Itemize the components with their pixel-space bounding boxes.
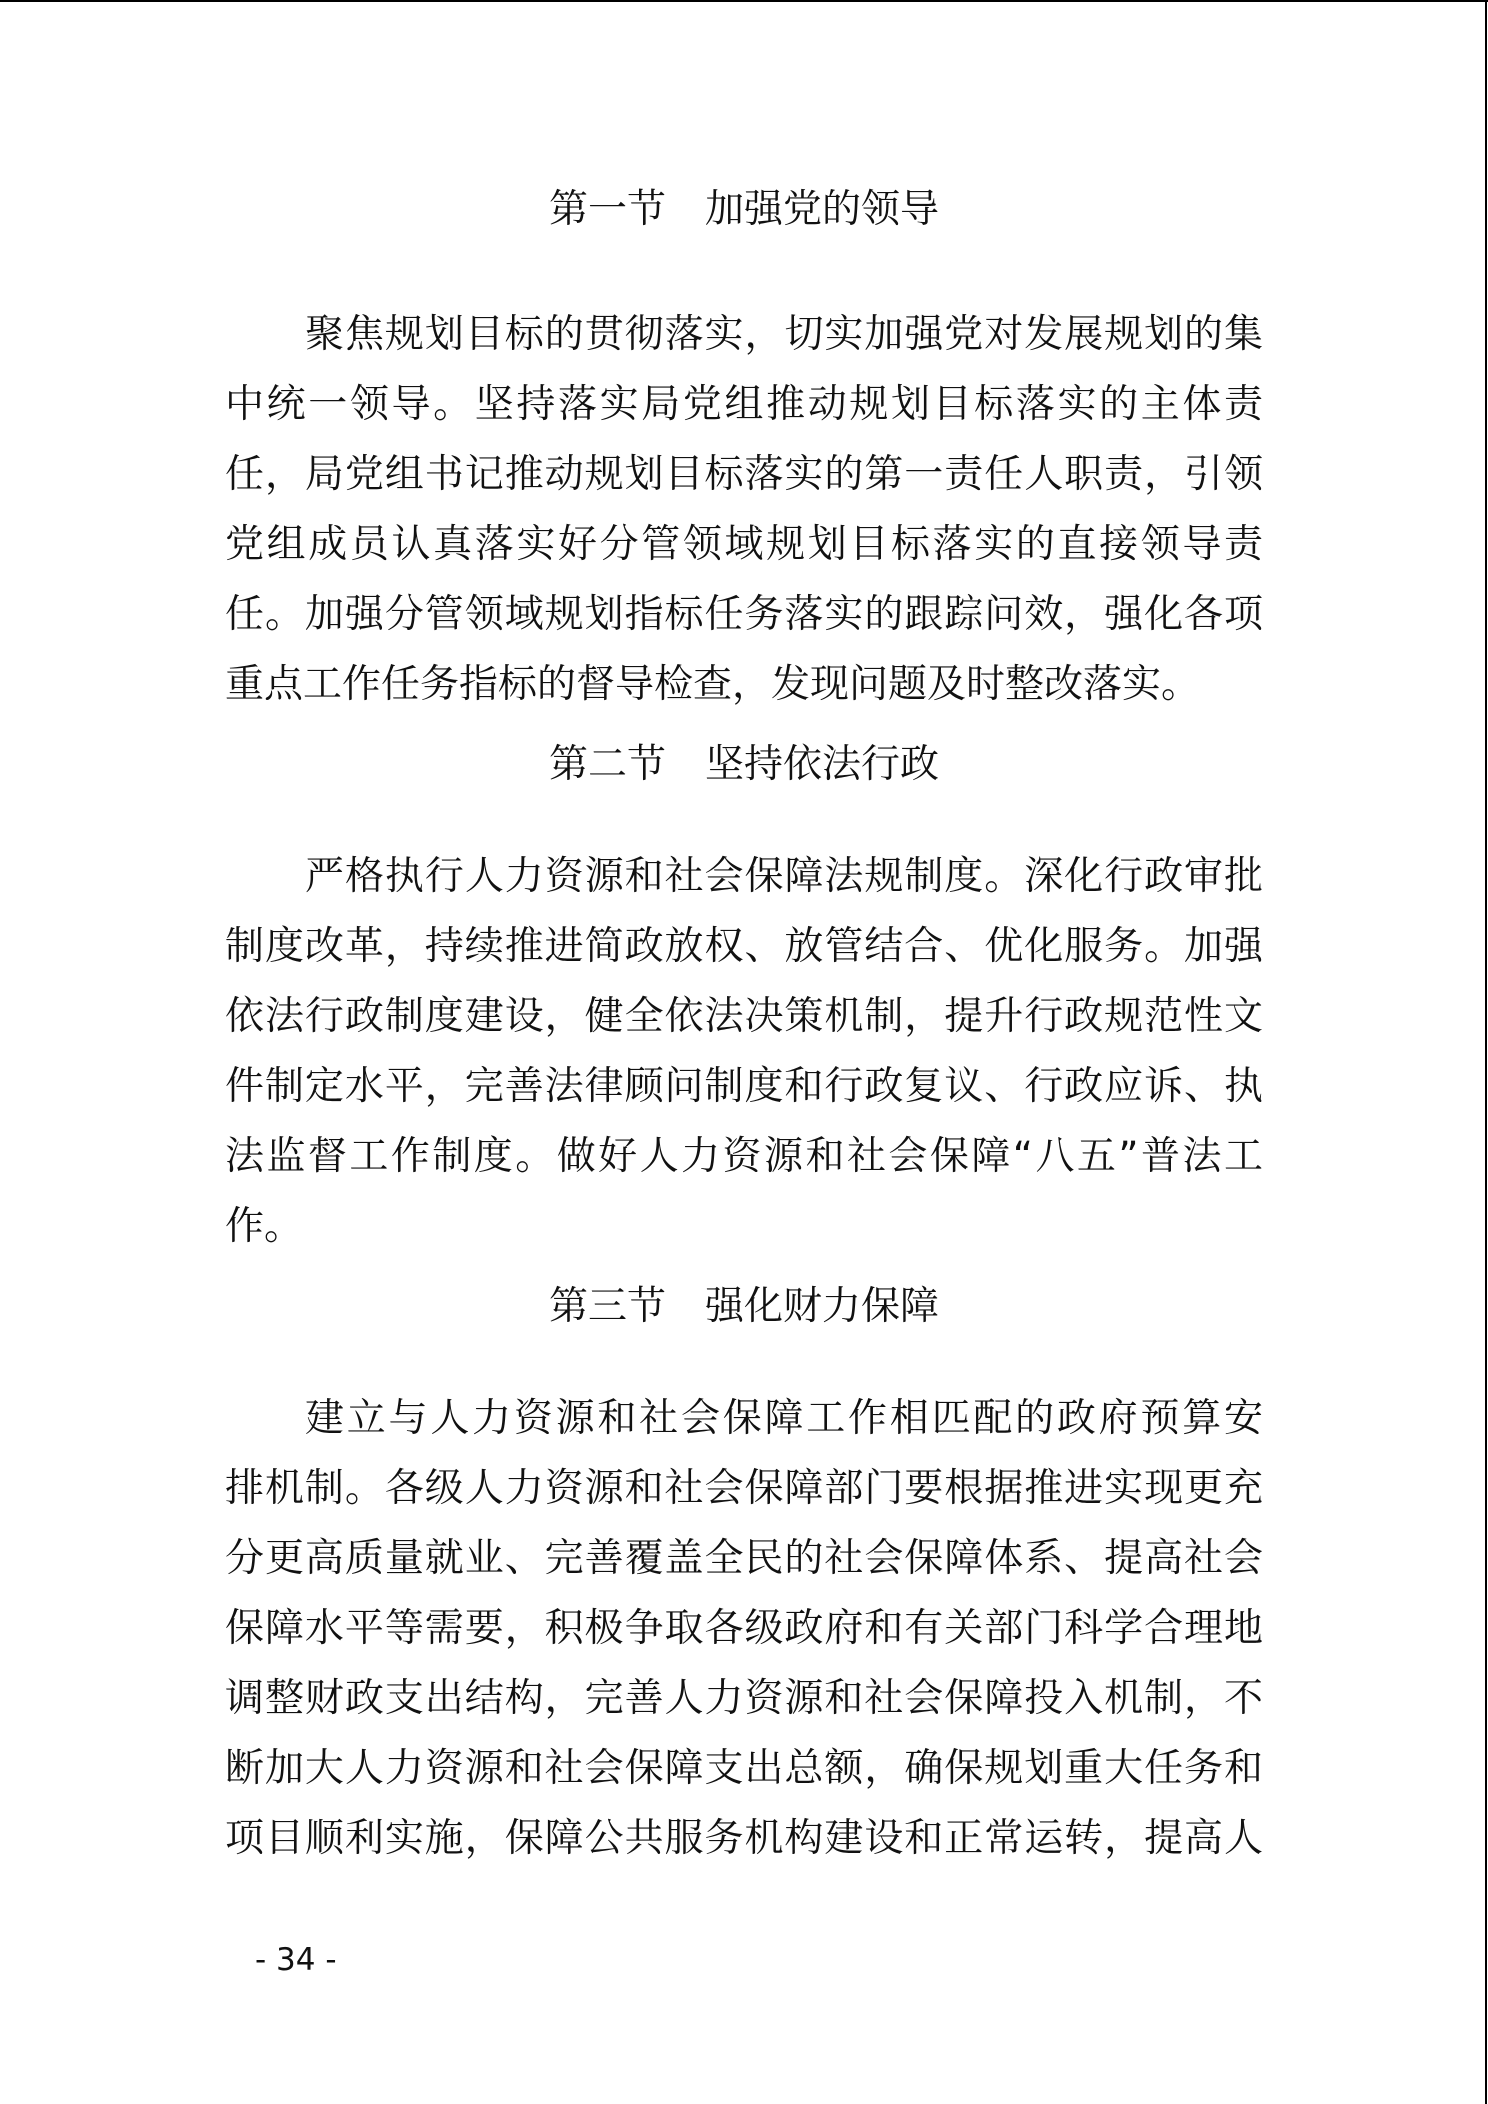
paragraph-line: 件制定水平，完善法律顾问制度和行政复议、行政应诉、执 bbox=[225, 1064, 1263, 1109]
paragraph-line: 分更高质量就业、完善覆盖全民的社会保障体系、提高社会 bbox=[225, 1536, 1263, 1581]
right-border bbox=[1485, 0, 1487, 2104]
top-border bbox=[0, 0, 1488, 2]
paragraph-line: 制度改革，持续推进简政放权、放管结合、优化服务。加强 bbox=[225, 924, 1263, 969]
paragraph-line: 重点工作任务指标的督导检查，发现问题及时整改落实。 bbox=[225, 662, 1201, 707]
paragraph-line: 保障水平等需要，积极争取各级政府和有关部门科学合理地 bbox=[225, 1606, 1263, 1651]
document-body bbox=[225, 180, 1263, 1874]
paragraph-line: 项目顺利实施，保障公共服务机构建设和正常运转，提高人 bbox=[225, 1816, 1263, 1861]
paragraph-line: 作。 bbox=[225, 1204, 304, 1249]
section-paragraph-1 bbox=[225, 300, 1263, 720]
paragraph-line: 中统一领导。坚持落实局党组推动规划目标落实的主体责 bbox=[225, 382, 1263, 427]
page-number: - 34 - bbox=[255, 1942, 337, 1978]
paragraph-line: 任。加强分管领域规划指标任务落实的跟踪问效，强化各项 bbox=[225, 592, 1263, 637]
section-paragraph-2 bbox=[225, 842, 1263, 1262]
section-heading-1: 第一节 加强党的领导 bbox=[548, 187, 939, 232]
paragraph-line: 建立与人力资源和社会保障工作相匹配的政府预算安 bbox=[305, 1396, 1263, 1441]
section-paragraph-3 bbox=[225, 1384, 1263, 1874]
paragraph-line: 依法行政制度建设，健全依法决策机制，提升行政规范性文 bbox=[225, 994, 1263, 1039]
paragraph-line: 法监督工作制度。做好人力资源和社会保障“八五”普法工 bbox=[225, 1134, 1263, 1179]
paragraph-line: 严格执行人力资源和社会保障法规制度。深化行政审批 bbox=[305, 854, 1263, 899]
paragraph-line: 断加大人力资源和社会保障支出总额，确保规划重大任务和 bbox=[225, 1746, 1263, 1791]
paragraph-line: 调整财政支出结构，完善人力资源和社会保障投入机制，不 bbox=[225, 1676, 1263, 1721]
paragraph-line: 聚焦规划目标的贯彻落实，切实加强党对发展规划的集 bbox=[305, 312, 1263, 357]
section-heading-3: 第三节 强化财力保障 bbox=[548, 1284, 939, 1329]
paragraph-line: 排机制。各级人力资源和社会保障部门要根据推进实现更充 bbox=[225, 1466, 1263, 1511]
paragraph-line: 任，局党组书记推动规划目标落实的第一责任人职责，引领 bbox=[225, 452, 1263, 497]
section-heading-2: 第二节 坚持依法行政 bbox=[548, 742, 939, 787]
paragraph-line: 党组成员认真落实好分管领域规划目标落实的直接领导责 bbox=[225, 522, 1263, 567]
